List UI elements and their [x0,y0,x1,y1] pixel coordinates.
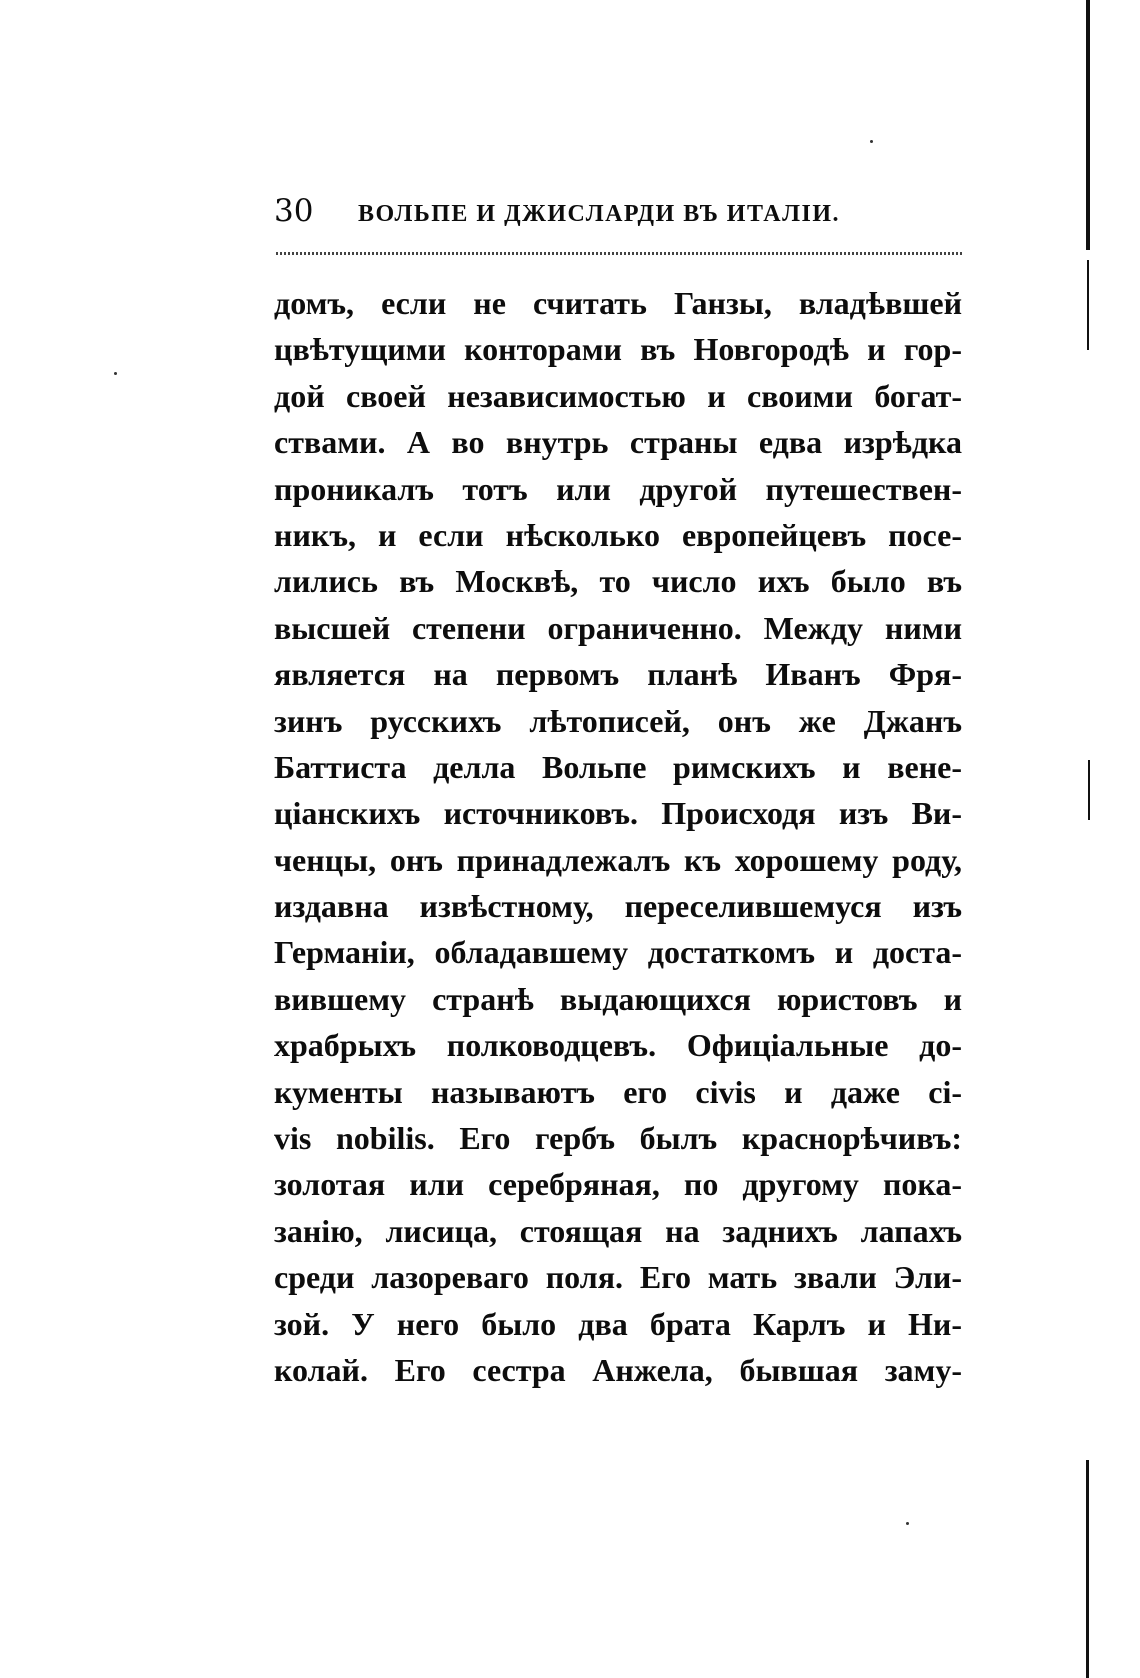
text-line: проникалъ тотъ или другой путешествен- [274,470,962,507]
running-head: ВОЛЬПЕ И ДЖИСЛАРДИ ВЪ ИТАЛІИ. [358,201,841,227]
text-line: высшей степени ограниченно. Между ними [274,609,962,646]
body-text [274,280,962,1393]
text-line: ствами. А во внутрь страны едва изрѣдка [274,424,962,461]
text-line: золотая или серебряная, по другому пока- [274,1166,962,1203]
header-rule [276,252,962,255]
text-line: колай. Его сестра Анжела, бывшая заму- [274,1351,962,1388]
text-line: никъ, и если нѣсколько европейцевъ посе- [274,516,962,553]
text-line: vis nobilis. Его гербъ былъ краснорѣчивъ: [274,1120,962,1157]
text-line: зинъ русскихъ лѣтописей, онъ же Джанъ [274,702,962,739]
text-line: храбрыхъ полководцевъ. Офиціальные до- [274,1027,962,1064]
text-line: лились въ Москвѣ, то число ихъ было въ [274,563,962,600]
page-number: 30 [274,193,314,229]
text-line: занію, лисица, стоящая на заднихъ лапахъ [274,1212,962,1249]
text-line: зой. У него было два брата Карлъ и Ни- [274,1305,962,1342]
text-line: ціанскихъ источниковъ. Происходя изъ Ви- [274,795,962,832]
text-line: Германіи, обладавшему достаткомъ и доста- [274,934,962,971]
scan-edge-line-middle [1087,260,1089,350]
text-line: вившему странѣ выдающихся юристовъ и [274,980,962,1017]
text-line: является на первомъ планѣ Иванъ Фря- [274,656,962,693]
scan-speck [870,140,873,143]
text-line: среди лазореваго поля. Его мать звали Эли- [274,1259,962,1296]
scan-edge-line-mid2 [1088,760,1090,820]
text-line: Баттиста делла Вольпе римскихъ и вене- [274,748,962,785]
text-line: кументы называютъ его civis и даже ci- [274,1073,962,1110]
page-header [274,186,974,236]
scan-speck [906,1522,909,1525]
text-line: ченцы, онъ принадлежалъ къ хорошему роду, [274,841,962,878]
text-line: цвѣтущими конторами въ Новгородѣ и гор- [274,331,962,368]
text-line: домъ, если не считать Ганзы, владѣвшей [274,285,962,321]
scan-edge-line-top [1086,0,1090,250]
text-line: дой своей независимостью и своими богат- [274,377,962,414]
scan-speck [114,372,117,375]
text-line: издавна извѣстному, переселившемуся изъ [274,888,962,925]
scan-edge-line-bottom [1086,1460,1089,1678]
